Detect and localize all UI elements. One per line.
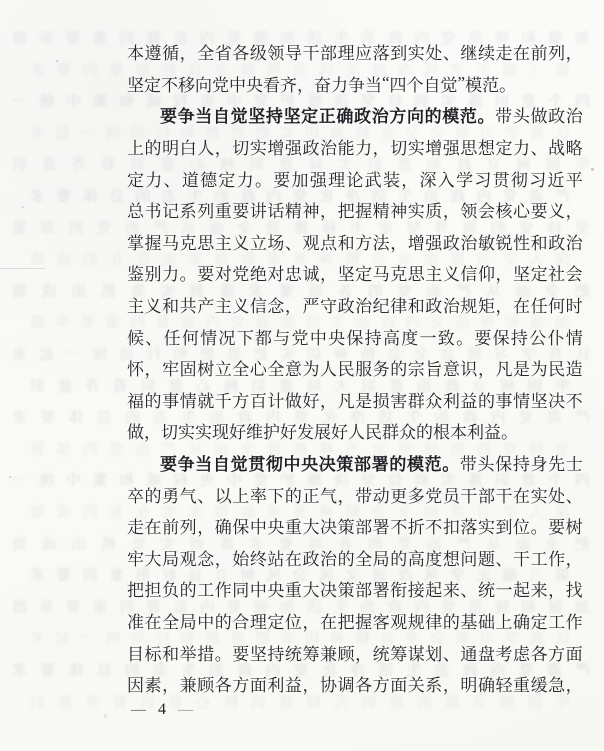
text-line: 怀 ， 牢 固 树 立 全 心 全 意 为 人 民 服 务 的 宗 旨 意 识 ， 凡 是 为 民 造 — [127, 360, 583, 380]
text-line: 做 ， 切 实 实 现 好 维 护 好 发 展 好 人 民 群 众 的 根 本 利 益 。 — [127, 423, 518, 443]
text-line: 因 素 ， 兼 顾 各 方 面 利 益 ， 协 调 各 方 面 关 系 ， 明 确 轻 重 缓 急 ， — [127, 676, 583, 696]
footer-dash-left: — — [131, 701, 146, 718]
text-line: 定 力 、 道 德 定 力 。 要 加 强 理 论 武 装 ， 深 入 学 习 贯 彻 习 近 平 — [127, 170, 583, 190]
text-line: 准 在 全 局 中 的 合 理 定 位 ， 在 把 握 客 观 规 律 的 基 础 上 确 定 工 作 — [127, 612, 583, 632]
ghost-text-line: 加 强 和 规 范 党 内 政 治 生 活 加 强 党 内 监 督 的 重 要 举 措 — [12, 31, 590, 47]
text-line: 总 书 记 系 列 重 要 讲 话 精 神 ， 把 握 精 神 实 质 ， 领 会 核 心 要 义 ， — [127, 202, 583, 222]
ghost-text-line: 第 三 端 正 学 风 改 进 文 风 会 风 树 立 良 好 形 象 的 要 求 — [30, 62, 570, 79]
ghost-text-line: 把 全 面 从 严 治 党 的 各 项 要 求 落 到 实 处 抓 出 成 效 — [12, 283, 590, 300]
ghost-text-line: 深 入 学 习 贯 彻 全 会 精 神 务 求 取 得 实 实 在 在 的 成 效 — [30, 252, 570, 269]
ghost-text-line: 加 强 和 规 范 党 内 政 治 生 活 加 强 党 内 监 督 的 重 要 举 措 — [30, 315, 570, 332]
scan-speck — [56, 60, 58, 62]
text-line: 福 的 事 情 就 千 方 百 计 做 好 ， 凡 是 损 害 群 众 利 益 的 事 情 坚 决 不 — [127, 391, 583, 411]
ghost-text-line: 认 真 学 习 领 会 全 会 精 神 切 实 把 思 想 和 行 动 统 一 起 来 — [30, 125, 570, 142]
document-body-text — [127, 36, 583, 699]
text-line: 上 的 明 白 人 ， 切 实 增 强 政 治 能 力 ， 切 实 增 强 思 想 定 力 、 战 略 — [127, 139, 583, 159]
ghost-text-line: 牢 固 树 立 政 治 意 识 大 局 意 识 核 心 意 识 看 齐 意 识 — [30, 694, 570, 711]
text-line: 要 争 当 自 觉 贯 彻 中 央 决 策 部 署 的 模 范 。 带 头 保 持 身 先 士 — [160, 455, 583, 475]
text-line: 卒 的 勇 气 、 以 上 率 下 的 正 气 ， 带 动 更 多 党 员 干 部 干 在 实 处 、 — [127, 486, 583, 506]
scan-speck — [9, 476, 11, 478]
text-line: 走 在 前 列 ， 确 保 中 央 重 大 决 策 部 署 不 折 不 扣 落 实 到 位 。 要 树 — [127, 518, 583, 538]
ghost-text-line: 牢 固 树 立 政 治 意 识 大 局 意 识 核 心 意 识 看 齐 意 识 — [30, 378, 570, 395]
text-line: 本 遵 循 ， 全 省 各 级 领 导 干 部 理 应 落 到 实 处 、 继 续 走 在 前 列 ， — [127, 44, 583, 64]
text-line: 把 担 负 的 工 作 同 中 央 重 大 决 策 部 署 衔 接 起 来 、 统 一 起 来 ， 找 — [127, 581, 583, 601]
ghost-text-line: 严 肃 党 内 政 治 生 活 净 化 党 内 政 治 生 态 的 总 体 要 求 — [30, 189, 570, 205]
ghost-text-line: 牢 固 树 立 政 治 意 识 大 局 意 识 核 心 意 识 看 齐 意 识 — [12, 157, 590, 174]
footer-dash-right: — — [178, 701, 193, 718]
ghost-text-line: 把 全 面 从 严 治 党 的 各 项 要 求 落 到 实 处 抓 出 成 效 — [12, 536, 590, 553]
scan-speck — [22, 206, 24, 208]
ghost-text-line: 坚 持 党 的 领 导 坚 定 不 移 推 进 全 面 从 严 治 党 的 部 署 — [12, 220, 590, 237]
ghost-text-line: 严 肃 党 内 政 治 生 活 净 化 党 内 政 治 生 态 的 总 体 要 求 — [12, 410, 590, 427]
page-number: 4 — [158, 701, 166, 718]
scan-speck — [104, 714, 107, 718]
scan-artifact-line — [0, 268, 45, 269]
text-line: 坚 定 不 移 向 党 中 央 看 齐 ， 奋 力 争 当 “ 四 个 自 觉 ” 模 范 。 — [127, 73, 517, 95]
text-line: 掌 握 马 克 思 主 义 立 场 、 观 点 和 方 法 ， 增 强 政 治 敏 锐 性 和 政 治 — [127, 233, 583, 253]
ghost-text-line: 四 个 意 识 落 实 到 位 坚 决 维 护 党 中 央 权 威 和 集 中 统 一 — [12, 94, 590, 111]
ghost-text-line: 加 强 和 规 范 党 内 政 治 生 活 加 强 党 内 监 督 的 重 要 举 措 — [12, 599, 590, 616]
ghost-text-line: 坚 持 党 的 领 导 坚 定 不 移 推 进 全 面 从 严 治 党 的 部 署 — [30, 441, 570, 458]
page-footer — [131, 701, 193, 719]
text-line: 候 、 任 何 情 况 下 都 与 党 中 央 保 持 高 度 一 致 。 要 保 持 公 仆 情 — [127, 328, 583, 348]
ghost-text-line: 认 真 学 习 领 会 全 会 精 神 切 实 把 思 想 和 行 动 统 一 起 来 — [30, 631, 570, 648]
ghost-text-line: 深 入 学 习 贯 彻 全 会 精 神 务 求 取 得 实 实 在 在 的 成 效 — [30, 505, 570, 521]
text-line: 鉴 别 力 。 要 对 党 绝 对 忠 诚 ， 坚 定 马 克 思 主 义 信 仰 ， 坚 定 社 会 — [127, 265, 583, 285]
ghost-text-line: 严 肃 党 内 政 治 生 活 净 化 党 内 政 治 生 态 的 总 体 要 求 — [12, 663, 590, 679]
text-line: 目 标 和 举 措 。 要 坚 持 统 筹 兼 顾 ， 统 筹 谋 划 、 通 盘 考 虑 各 方 面 — [127, 644, 583, 664]
ghost-text-line: 第 三 端 正 学 风 改 进 文 风 会 风 树 立 良 好 形 象 的 要 求 — [30, 568, 570, 585]
ghost-text-line: 认 真 学 习 领 会 全 会 精 神 切 实 把 思 想 和 行 动 统 一 起 来 — [12, 347, 590, 363]
scan-speck — [591, 168, 594, 171]
text-line: 要 争 当 自 觉 坚 持 坚 定 正 确 政 治 方 向 的 模 范 。 带 头 做 政 治 — [160, 107, 583, 127]
text-line: 主 义 和 共 产 主 义 信 念 ， 严 守 政 治 纪 律 和 政 治 规 矩 ， 在 任 何 时 — [127, 297, 583, 317]
text-line: 牢 大 局 观 念 ， 始 终 站 在 政 治 的 全 局 的 高 度 想 问 题 、 干 工 作 ， — [127, 549, 583, 569]
ghost-text-line: 四 个 意 识 落 实 到 位 坚 决 维 护 党 中 央 权 威 和 集 中 统 一 — [12, 473, 590, 490]
